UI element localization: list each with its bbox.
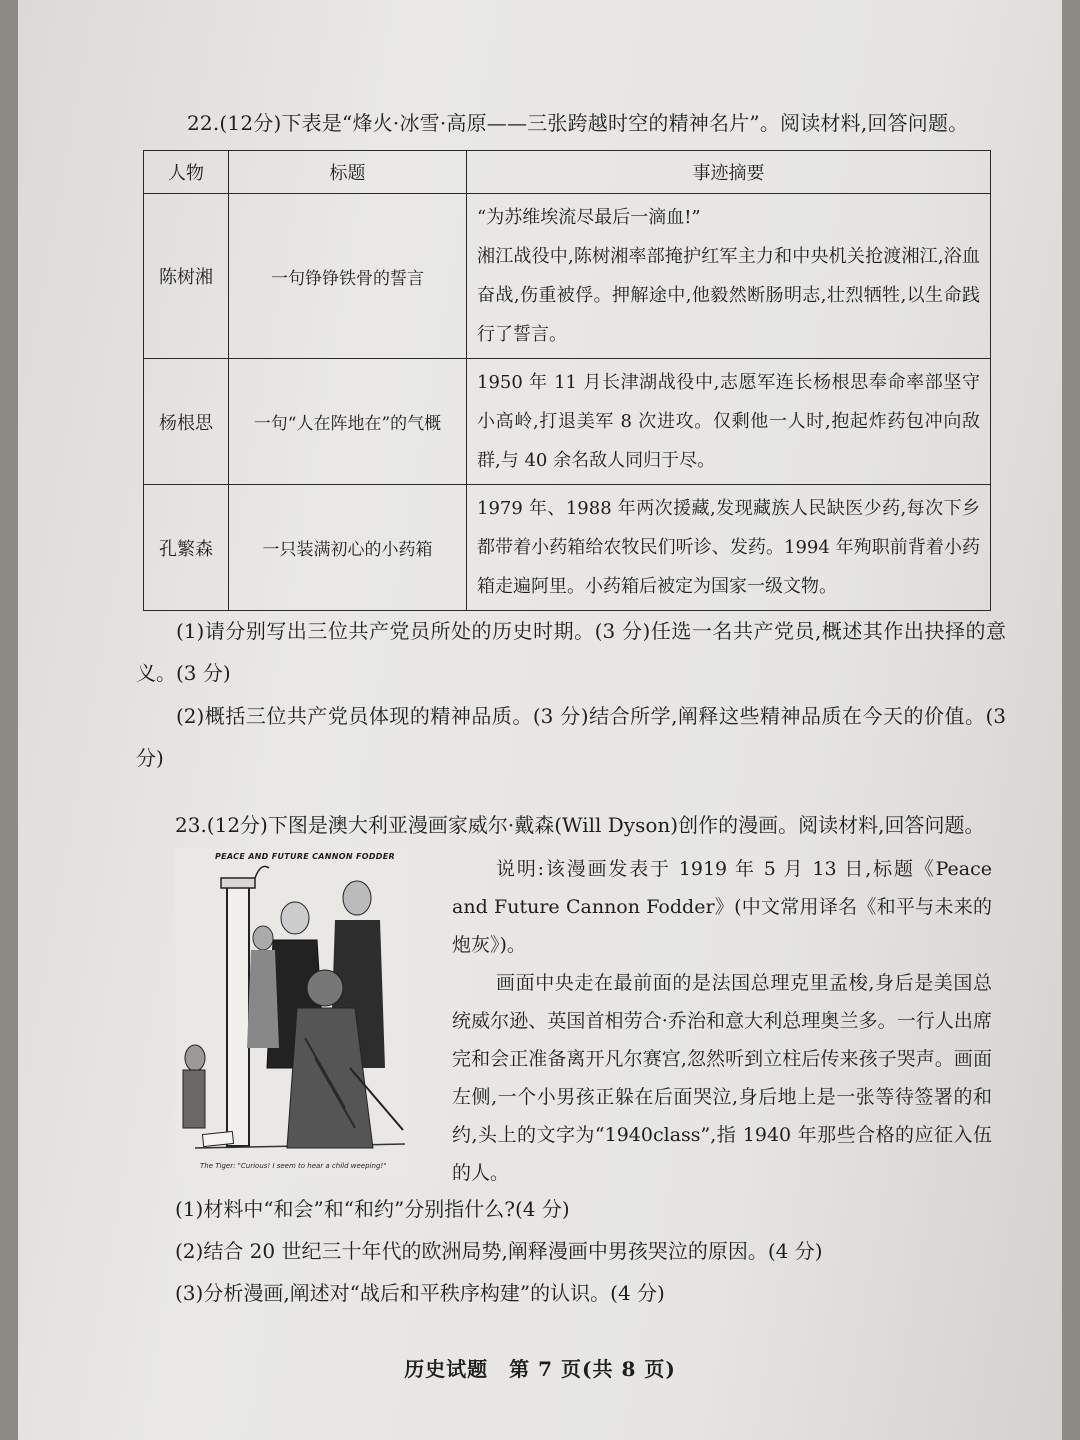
row-name: 孔繁森 <box>144 485 229 611</box>
row-name: 陈树湘 <box>144 194 229 359</box>
q23-sub1: (1)材料中“和会”和“和约”分别指什么?(4 分) <box>175 1197 570 1221</box>
header-title: 标题 <box>229 151 467 194</box>
note-paragraph-2: 画面中央走在最前面的是法国总理克里孟梭,身后是美国总统威尔逊、英国首相劳合·乔治和意大利总理奥兰多。一行人出席完和会正准备离开凡尔赛宫,忽然听到立柱后传来孩子哭声。画面左侧,一个小男孩正躲在后面哭泣,身后地上是一张等待签署的和约,头上的文字为“1940class”,指 1940 年那些合格的应征入伍的人。 <box>452 972 992 1184</box>
q22-sub1: (1)请分别写出三位共产党员所处的历史时期。(3 分)任选一名共产党员,概述其作出抉择的意义。(3 分) <box>136 619 1006 685</box>
row-title: 一只装满初心的小药箱 <box>229 485 467 611</box>
note-paragraph-1: 说明:该漫画发表于 1919 年 5 月 13 日,标题《Peace and Future Cannon Fodder》(中文常用译名《和平与未来的炮灰》)。 <box>452 858 992 956</box>
table-row <box>144 194 991 359</box>
row-summary: “为苏维埃流尽最后一滴血!” 湘江战役中,陈树湘率部掩护红军主力和中央机关抢渡湘江,浴血奋战,伤重被俘。押解途中,他毅然断肠明志,壮烈牺牲,以生命践行了誓言。 <box>467 194 991 359</box>
q22-sub2: (2)概括三位共产党员体现的精神品质。(3 分)结合所学,阐释这些精神品质在今天的价值。(3 分) <box>136 704 1006 770</box>
cartoon-description <box>452 850 992 1192</box>
q23-sub3: (3)分析漫画,阐述对“战后和平秩序构建”的认识。(4 分) <box>175 1281 665 1305</box>
table-header-row <box>144 151 991 194</box>
table-row <box>144 359 991 485</box>
row-summary: 1979 年、1988 年两次援藏,发现藏族人民缺医少药,每次下乡都带着小药箱给农牧民们听诊、发药。1994 年殉职前背着小药箱走遍阿里。小药箱后被定为国家一级文物。 <box>467 485 991 611</box>
row-title: 一句铮铮铁骨的誓言 <box>229 194 467 359</box>
header-person: 人物 <box>144 151 229 194</box>
q22-title: 22.(12分)下表是“烽火·冰雪·高原——三张跨越时空的精神名片”。阅读材料,回答问题。 <box>187 111 969 135</box>
row-summary: 1950 年 11 月长津湖战役中,志愿军连长杨根思奉命率部坚守小高岭,打退美军 8 次进攻。仅剩他一人时,抱起炸药包冲向敌群,与 40 余名敌人同归于尽。 <box>467 359 991 485</box>
cartoon-caption-top: PEACE AND FUTURE CANNON FODDER <box>215 852 395 861</box>
q23-sub2: (2)结合 20 世纪三十年代的欧洲局势,阐释漫画中男孩哭泣的原因。(4 分) <box>175 1239 823 1263</box>
row-title: 一句“人在阵地在”的气概 <box>229 359 467 485</box>
cartoon-caption-bottom: The Tiger: "Curious! I seem to hear a child weeping!" <box>200 1162 387 1170</box>
table-row <box>144 485 991 611</box>
row-name: 杨根思 <box>144 359 229 485</box>
spirit-table <box>143 150 991 611</box>
page-footer: 历史试题 第 7 页(共 8 页) <box>404 1357 676 1381</box>
q23-title: 23.(12分)下图是澳大利亚漫画家威尔·戴森(Will Dyson)创作的漫画。阅读材料,回答问题。 <box>175 813 985 837</box>
header-summary: 事迹摘要 <box>467 151 991 194</box>
cartoon-illustration <box>175 848 410 1178</box>
